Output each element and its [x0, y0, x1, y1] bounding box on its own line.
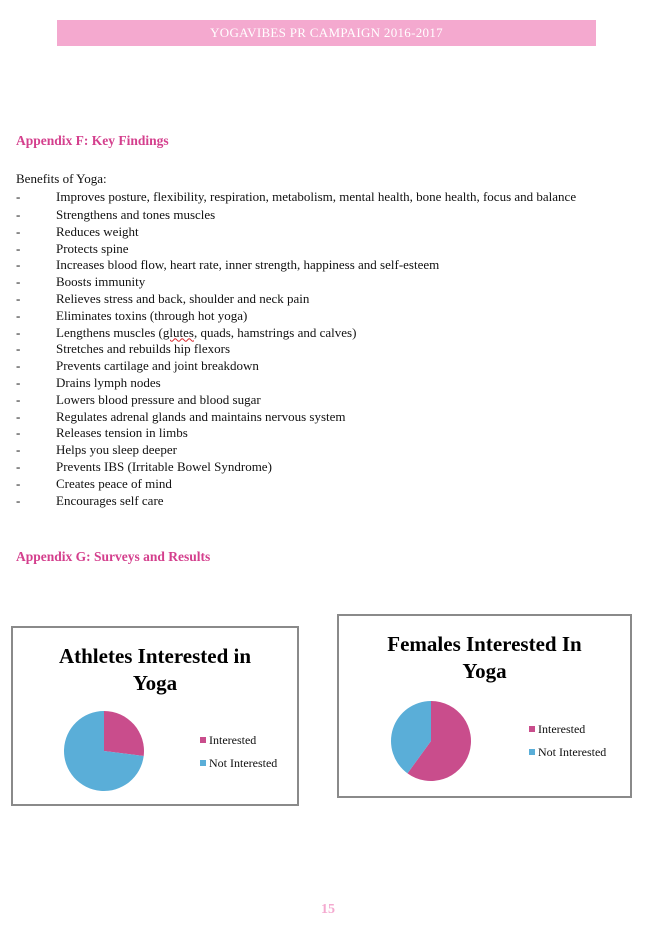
spellcheck-word: glutes	[162, 324, 194, 340]
benefit-item	[16, 257, 616, 274]
bullet-dash: -	[16, 391, 21, 407]
bullet-dash: -	[16, 475, 21, 491]
athletes-chart	[11, 626, 299, 806]
bullet-dash: -	[16, 358, 21, 374]
header-banner	[57, 20, 596, 46]
bullet-dash: -	[16, 257, 21, 273]
females-chart	[337, 614, 632, 798]
bullet-dash: -	[16, 341, 21, 357]
benefit-item	[16, 409, 616, 426]
benefit-item	[16, 442, 616, 459]
benefit-item	[16, 459, 616, 476]
legend-label: Not Interested	[209, 756, 278, 770]
benefit-item	[16, 425, 616, 442]
legend-item	[200, 733, 277, 747]
benefit-item	[16, 493, 616, 510]
bullet-dash: -	[16, 290, 21, 306]
legend-swatch-not-interested	[200, 760, 206, 766]
legend-item	[529, 745, 606, 759]
bullet-dash: -	[16, 223, 21, 239]
females-legend	[529, 722, 606, 768]
legend-swatch-not-interested	[529, 749, 535, 755]
bullet-dash: -	[16, 324, 21, 340]
bullet-dash: -	[16, 492, 21, 508]
chart-title-line1: Females Interested In	[387, 632, 582, 656]
benefit-text: Drains lymph nodes	[56, 374, 161, 390]
bullet-dash: -	[16, 458, 21, 474]
bullet-dash: -	[16, 240, 21, 256]
bullet-dash: -	[16, 207, 21, 222]
benefit-item	[16, 189, 616, 205]
bullet-dash: -	[16, 274, 21, 290]
legend-swatch-interested	[529, 726, 535, 732]
benefit-item	[16, 308, 616, 325]
benefit-text: Boosts immunity	[56, 274, 146, 290]
benefit-text: Reduces weight	[56, 223, 139, 239]
benefit-text: Regulates adrenal glands and maintains nervous system	[56, 408, 346, 424]
benefit-item	[16, 375, 616, 392]
benefits-intro: Benefits of Yoga:	[16, 171, 107, 186]
benefit-text: Eliminates toxins (through hot yoga)	[56, 307, 248, 323]
benefit-text: Lowers blood pressure and blood sugar	[56, 391, 261, 407]
benefit-text: Stretches and rebuilds hip flexors	[56, 341, 231, 357]
legend-label: Interested	[538, 722, 586, 736]
chart-title	[339, 631, 630, 685]
benefit-item	[16, 241, 616, 258]
benefit-item	[16, 224, 616, 241]
appendix-f-heading: Appendix F: Key Findings	[16, 133, 169, 148]
benefit-item	[16, 341, 616, 358]
bullet-dash: -	[16, 189, 21, 204]
females-pie	[390, 700, 472, 782]
legend-swatch-interested	[200, 737, 206, 743]
benefit-text: Increases blood flow, heart rate, inner strength, happiness and self-esteem	[56, 257, 440, 273]
chart-title-line1: Athletes Interested in	[58, 644, 252, 668]
benefit-text: Protects spine	[56, 240, 129, 256]
benefit-item	[16, 325, 616, 342]
page-number: 15	[321, 902, 335, 917]
chart-title-line2: Yoga	[132, 671, 178, 695]
header-title: YOGAVIBES PR CAMPAIGN 2016-2017	[210, 25, 443, 40]
legend-label: Not Interested	[538, 745, 607, 759]
benefit-text: Encourages self care	[56, 492, 164, 508]
benefit-text: Improves posture, flexibility, respiration, metabolism, mental health, bone health, focus and balance	[56, 189, 577, 204]
benefit-text: Creates peace of mind	[56, 475, 172, 491]
benefit-item	[16, 392, 616, 409]
chart-title-line2: Yoga	[462, 659, 507, 683]
bullet-dash: -	[16, 374, 21, 390]
benefit-text: Relieves stress and back, shoulder and neck pain	[56, 290, 310, 306]
appendix-g-heading: Appendix G: Surveys and Results	[16, 549, 211, 564]
pie-slice-interested	[104, 711, 144, 756]
legend-label: Interested	[209, 733, 257, 747]
benefit-item	[16, 358, 616, 375]
benefit-text: Lengthens muscles (glutes, quads, hamstrings and calves)	[56, 324, 357, 340]
bullet-dash: -	[16, 442, 21, 458]
benefit-text: Prevents IBS (Irritable Bowel Syndrome)	[56, 458, 272, 474]
bullet-dash: -	[16, 307, 21, 323]
benefit-item	[16, 207, 616, 224]
benefit-text: Releases tension in limbs	[56, 425, 188, 441]
legend-item	[200, 756, 277, 770]
benefit-item	[16, 476, 616, 493]
athletes-legend	[200, 733, 277, 779]
bullet-dash: -	[16, 425, 21, 441]
benefits-list	[16, 189, 616, 509]
benefit-item	[16, 274, 616, 291]
benefit-text: Strengthens and tones muscles	[56, 207, 216, 222]
legend-item	[529, 722, 606, 736]
bullet-dash: -	[16, 408, 21, 424]
benefit-text: Prevents cartilage and joint breakdown	[56, 358, 259, 374]
chart-title	[13, 643, 297, 697]
athletes-pie	[63, 710, 145, 792]
benefit-item	[16, 291, 616, 308]
benefit-text: Helps you sleep deeper	[56, 442, 177, 458]
